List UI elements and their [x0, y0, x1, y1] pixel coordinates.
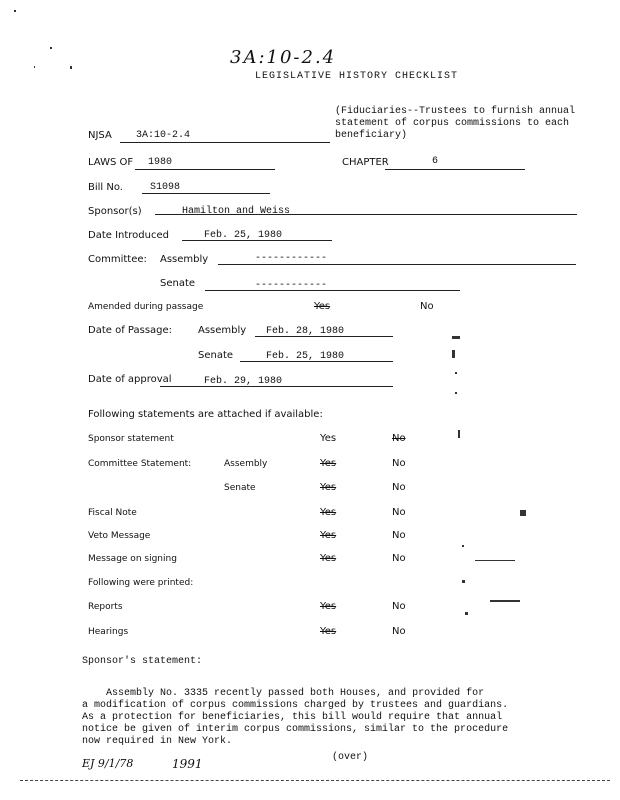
scan-speck — [34, 66, 35, 68]
scan-speck — [14, 10, 16, 12]
committee-label: Committee: — [88, 254, 147, 265]
printed-row-yes: Yes — [320, 601, 337, 612]
committee-senate-value: ------------ — [255, 280, 328, 291]
statement-row-no: No — [392, 458, 406, 469]
statement-row-no: No — [392, 433, 406, 444]
statements-heading: Following statements are attached if available: — [88, 409, 323, 420]
date-introduced-value: Feb. 25, 1980 — [204, 230, 283, 241]
sponsor-value: Hamilton and Weiss — [182, 206, 291, 217]
approval-label: Date of approval — [88, 374, 172, 385]
footer-rule — [20, 780, 610, 781]
stamp-mark — [452, 350, 455, 358]
approval-underline — [160, 386, 393, 387]
date-introduced-label: Date Introduced — [88, 230, 169, 241]
passage-assembly-underline — [255, 336, 393, 337]
statement-row-label: Fiscal Note — [88, 508, 137, 518]
stamp-mark — [455, 372, 457, 374]
stamp-mark — [458, 430, 460, 438]
sponsor-underline — [155, 214, 577, 215]
stamp-mark — [462, 580, 465, 583]
njsa-label: NJSA — [88, 130, 112, 141]
passage-senate-label: Senate — [198, 350, 234, 361]
sponsor-label: Sponsor(s) — [88, 206, 142, 217]
statement-row-yes: Yes — [320, 458, 337, 469]
laws-value: 1980 — [148, 157, 173, 168]
statement-row-yes: Yes — [320, 507, 337, 518]
scan-speck — [50, 47, 52, 49]
laws-label: LAWS OF — [88, 157, 134, 168]
chapter-label: CHAPTER — [342, 157, 389, 168]
printed-row-no: No — [392, 626, 406, 637]
printed-row-no: No — [392, 601, 406, 612]
bill-underline — [142, 193, 270, 194]
sponsor-statement-label: Sponsor's statement: — [82, 656, 203, 667]
stamp-mark — [520, 510, 526, 516]
stamp-mark — [475, 560, 515, 561]
committee-assembly-label: Assembly — [160, 254, 209, 265]
committee-assembly-underline — [218, 264, 576, 265]
amended-label: Amended during passage — [88, 302, 204, 312]
statement-row-no: No — [392, 553, 406, 564]
statement-row-no: No — [392, 530, 406, 541]
bill-label: Bill No. — [88, 182, 123, 193]
printed-row-label: Reports — [88, 602, 123, 612]
amended-no: No — [420, 301, 434, 312]
njsa-underline — [120, 142, 330, 143]
footer-number: 1991 — [172, 757, 203, 771]
bill-description: (Fiduciaries--Trustees to furnish annual statement of corpus commissions to each beneficiary) — [335, 106, 576, 141]
handwritten-code: 3A:10-2.4 — [230, 47, 337, 68]
statement-row-label: Veto Message — [88, 531, 151, 541]
printed-row-yes: Yes — [320, 626, 337, 637]
stamp-mark — [455, 392, 457, 394]
committee-assembly-value: ------------ — [255, 253, 328, 264]
over-note: (over) — [332, 752, 369, 763]
statement-row-label: Committee Statement: — [88, 459, 192, 469]
committee-senate-label: Senate — [160, 278, 196, 289]
passage-senate-underline — [240, 361, 393, 362]
statement-row-no: No — [392, 507, 406, 518]
laws-underline — [135, 169, 275, 170]
statement-row-yes: Yes — [320, 482, 337, 493]
statement-row-yes: Yes — [320, 530, 337, 541]
printed-row-label: Hearings — [88, 627, 129, 637]
sponsor-statement-text: Assembly No. 3335 recently passed both Houses, and provided for a modification of corpus commissions charged by trustees and guardians. As a protection for beneficiaries, this bill would require that annual notice be given of interim corpus commissions, similar to the procedure now required in New York. — [82, 688, 509, 747]
statement-row-sublabel: Assembly — [224, 459, 268, 469]
passage-assembly-label: Assembly — [198, 325, 247, 336]
scan-speck — [70, 66, 72, 69]
stamp-mark — [452, 336, 460, 339]
stamp-mark — [462, 545, 464, 547]
statement-row-sublabel: Senate — [224, 483, 256, 493]
printed-heading: Following were printed: — [88, 578, 194, 588]
statement-row-yes: Yes — [320, 553, 337, 564]
committee-senate-underline — [205, 290, 460, 291]
statement-row-label: Message on signing — [88, 554, 177, 564]
footer-initials: EJ 9/1/78 — [82, 757, 134, 770]
amended-yes: Yes — [314, 301, 331, 312]
stamp-mark — [490, 600, 520, 602]
statement-row-label: Sponsor statement — [88, 434, 174, 444]
approval-value: Feb. 29, 1980 — [204, 376, 283, 387]
chapter-value: 6 — [432, 156, 439, 167]
passage-label: Date of Passage: — [88, 325, 173, 336]
date-introduced-underline — [182, 240, 332, 241]
passage-assembly-value: Feb. 28, 1980 — [266, 326, 345, 337]
chapter-underline — [385, 169, 525, 170]
bill-value: S1098 — [150, 182, 181, 193]
stamp-mark — [465, 612, 468, 615]
statement-row-no: No — [392, 482, 406, 493]
statement-row-yes: Yes — [320, 433, 337, 444]
njsa-value: 3A:10-2.4 — [136, 130, 191, 141]
page-title: LEGISLATIVE HISTORY CHECKLIST — [255, 71, 459, 82]
passage-senate-value: Feb. 25, 1980 — [266, 351, 345, 362]
